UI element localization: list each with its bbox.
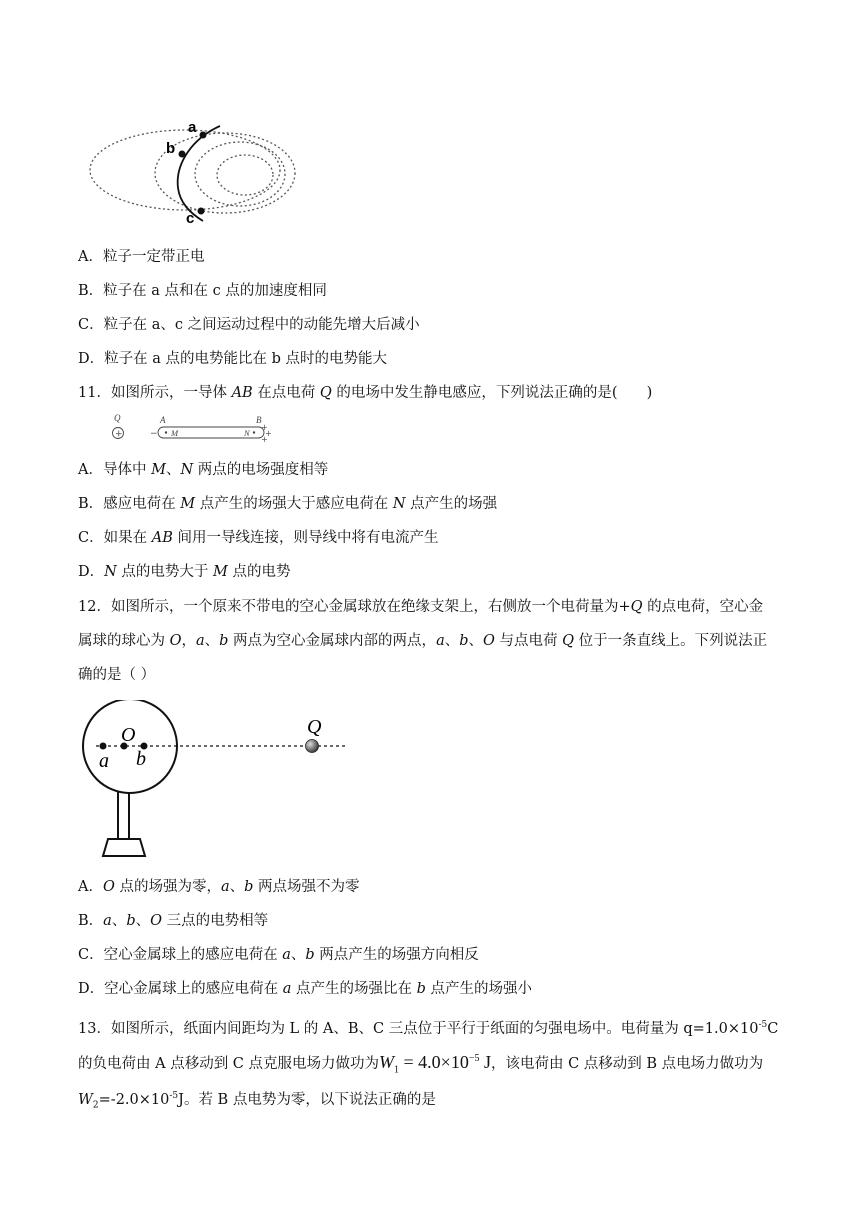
option-letter: C． xyxy=(78,317,104,333)
svg-text:b: b xyxy=(136,748,146,770)
q11-option-d: D．N 点的电势大于 M 点的电势 xyxy=(78,564,291,580)
svg-text:−: − xyxy=(150,429,158,439)
q10-option-c: C．粒子在 a、c 之间运动过程中的动能先增大后减小 xyxy=(78,317,420,333)
q12-option-c: C．空心金属球上的感应电荷在 a、b 两点产生的场强方向相反 xyxy=(78,947,479,963)
option-letter: B． xyxy=(78,496,104,512)
point-a xyxy=(100,743,107,750)
svg-text:Q: Q xyxy=(114,413,121,423)
svg-text:Q: Q xyxy=(307,716,322,738)
q11-option-c: C．如果在 AB 间用一导线连接，则导线中将有电流产生 xyxy=(78,530,439,546)
q12-stem-line1: 12．如图所示，一个原来不带电的空心金属球放在绝缘支架上，右侧放一个电荷量为+Q 的点电荷，空心金 xyxy=(78,599,764,615)
q11-option-a: A．导体中 M、N 两点的电场强度相等 xyxy=(78,462,329,478)
label-b: b xyxy=(166,140,176,157)
option-letter: D． xyxy=(78,564,105,580)
point-charge-Q xyxy=(306,740,319,753)
q10-option-a: A．粒子一定带正电 xyxy=(78,249,205,265)
option-letter: D． xyxy=(78,351,105,367)
svg-text:M: M xyxy=(171,428,179,438)
q10-option-d: D．粒子在 a 点的电势能比在 b 点时的电势能大 xyxy=(78,351,388,367)
q12-option-b: B．a、b、O 三点的电势相等 xyxy=(78,913,269,929)
option-letter: B． xyxy=(78,283,104,299)
option-letter: C． xyxy=(78,530,104,546)
point-c xyxy=(198,208,205,215)
q11-stem: 11．如图所示，一导体 AB 在点电荷 Q 的电场中发生静电感应，下列说法正确的是( ) xyxy=(78,385,653,401)
point-a xyxy=(200,132,207,139)
label-c: c xyxy=(186,210,195,227)
option-letter: A． xyxy=(78,249,103,265)
label-a: a xyxy=(188,119,197,136)
svg-text:+: + xyxy=(261,435,268,444)
figure-q10-orbits xyxy=(85,118,300,233)
q12-stem-line3: 确的是（ ） xyxy=(78,667,156,683)
figure-q11-conductor xyxy=(108,412,278,444)
point-b xyxy=(179,151,186,158)
svg-text:+: + xyxy=(115,429,123,440)
svg-text:B: B xyxy=(256,415,262,425)
option-letter: A． xyxy=(78,462,103,478)
q12-stem-line2: 属球的球心为 O，a、b 两点为空心金属球内部的两点，a、b、O 与点电荷 Q 位于一条直线上。下列说法正 xyxy=(78,633,768,649)
q10-option-b: B．粒子在 a 点和在 c 点的加速度相同 xyxy=(78,283,327,299)
q12-option-d: D．空心金属球上的感应电荷在 a 点产生的场强比在 b 点产生的场强小 xyxy=(78,981,533,997)
q12-option-a: A．O 点的场强为零，a、b 两点场强不为零 xyxy=(78,879,360,895)
option-letter: D． xyxy=(78,981,105,997)
q11-option-b: B．感应电荷在 M 点产生的场强大于感应电荷在 N 点产生的场强 xyxy=(78,496,498,512)
svg-text:+: + xyxy=(261,423,268,432)
svg-text:A: A xyxy=(160,415,166,425)
option-letter: B． xyxy=(78,913,104,929)
option-letter: A． xyxy=(78,879,103,895)
q13-line2: 的负电荷由 A 点移动到 C 点克服电场力做功为$W_1 = 4.0\times 10^{-5}$ J，该电荷由 C 点移动到 B 点电场力做功为 xyxy=(78,1052,764,1076)
svg-text:+: + xyxy=(265,429,272,438)
svg-text:N: N xyxy=(244,428,250,438)
q13-line1: 13．如图所示，纸面内间距均为 L 的 A、B、C 三点位于平行于纸面的匀强电场中。电荷量为 $q=1.0\times 10^{-5}C$ xyxy=(78,1020,779,1037)
figure-q12-sphere xyxy=(78,700,358,860)
svg-text:a: a xyxy=(99,750,109,772)
option-letter: C． xyxy=(78,947,104,963)
svg-text:O: O xyxy=(121,724,136,746)
q13-line3: $W_2=-2.0\times 10^{-5}J$。若 B 点电势为零，以下说法正确的是 xyxy=(78,1091,436,1111)
